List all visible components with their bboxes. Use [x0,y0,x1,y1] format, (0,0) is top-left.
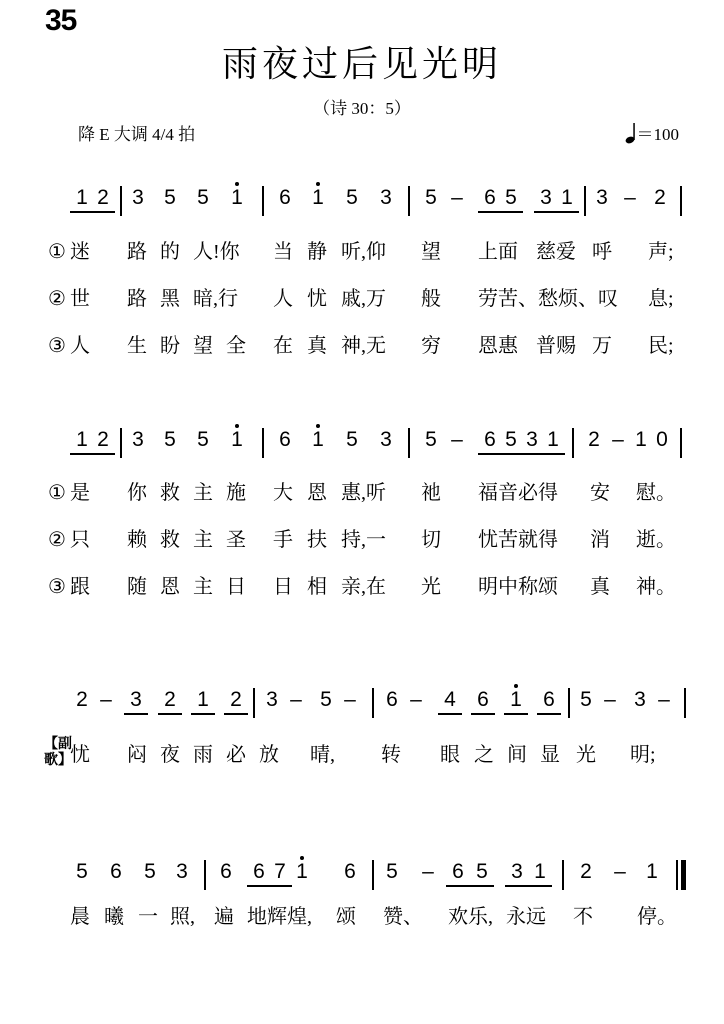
lyric-word: 在 [273,335,293,357]
lyric-word: 放 [259,744,279,766]
lyric-word: 眼 [440,744,460,766]
lyric-line-2-2 [0,525,724,555]
lyric-word: 日 [226,576,246,598]
barline [572,428,574,458]
note: 1 [646,860,658,883]
lyric-word: 人 [70,335,90,357]
final-barline [676,860,686,890]
scripture-reference: （诗 30：5） [313,99,411,118]
barline [408,186,410,216]
dash: – [290,688,302,711]
quarter-note-icon [625,122,637,144]
dash: – [451,428,463,451]
lyric-line-2-1 [0,478,724,508]
lyric-word: 神。 [636,576,676,598]
lyric-word: 忧 [307,288,327,310]
lyric-word: 切 [421,529,441,551]
note: 7 [268,860,292,887]
lyric-word: 明; [630,744,656,766]
note: 1 [306,428,330,452]
dash: – [624,186,636,209]
lyric-word: 相 [307,576,327,598]
lyric-word: 主 [193,529,213,551]
note: 5 [76,860,88,883]
notation-line-4 [0,852,724,892]
lyric-word: 雨 [193,744,213,766]
lyric-word: 大 [273,482,293,504]
lyric-word: 声; [648,241,674,263]
lyric-word: 劳苦、愁烦、叹 [478,288,618,310]
note: 1 [70,186,94,213]
lyric-word: 慈爱 [536,241,576,263]
note: 3 [176,860,188,883]
lyric-word: 是 [70,482,90,504]
page-number: 35 [45,4,77,37]
note: 0 [656,428,668,451]
note: 3 [132,428,144,451]
verse-marker: ③ [48,576,66,598]
lyric-word: 赞、 [383,906,423,928]
barline [262,186,264,216]
lyric-word: 救 [160,482,180,504]
note: 3 [596,186,608,209]
lyric-word: 亲,在 [341,576,386,598]
note: 3 [380,186,392,209]
lyric-word: 间 [507,744,527,766]
lyric-word: 路 [127,241,147,263]
lyric-word: 戚,万 [341,288,386,310]
lyric-word: 上面 [478,241,518,263]
lyric-word: 惠,听 [341,482,386,504]
barline [372,688,374,718]
barline [408,428,410,458]
note: 6 [344,860,356,883]
note: 5 [320,688,332,711]
barline [562,860,564,890]
lyric-word: 光 [421,576,441,598]
lyric-word: 必 [226,744,246,766]
note: 5 [470,860,494,887]
notation-line-3 [0,680,724,720]
barline [262,428,264,458]
note: 5 [580,688,592,711]
note: 3 [380,428,392,451]
lyric-word: 恩惠 [478,335,518,357]
lyric-word: 迷 [70,241,90,263]
note: 5 [144,860,156,883]
lyric-word: 明中称颂 [478,576,558,598]
lyric-word: 遍 [214,906,234,928]
lyric-word: 路 [127,288,147,310]
lyric-word: 般 [421,288,441,310]
lyric-word: 听,仰 [341,241,386,263]
note: 6 [110,860,122,883]
verse-marker: ③ [48,335,66,357]
verse-marker: ② [48,288,66,310]
note: 3 [520,428,544,455]
note: 5 [425,186,437,209]
barline [253,688,255,718]
lyric-word: 静 [307,241,327,263]
lyric-word: 忧 [70,744,90,766]
barline [680,428,682,458]
lyric-word: 人!你 [193,241,240,263]
lyric-word: 日 [273,576,293,598]
note: 1 [555,186,579,213]
note: 6 [471,688,495,715]
lyric-word: 照, [170,906,195,928]
barline [204,860,206,890]
lyric-word: 夜 [160,744,180,766]
key-signature: 降 E 大调 4/4 拍 [78,125,196,144]
lyric-word: 晴, [310,744,335,766]
lyric-word: 消 [590,529,610,551]
dash: – [451,186,463,209]
note: 1 [541,428,565,455]
lyric-word: 当 [273,241,293,263]
dash: – [410,688,422,711]
lyric-word: 地辉煌, [247,906,312,928]
note: 1 [225,186,249,210]
lyric-word: 闷 [127,744,147,766]
note: 5 [197,428,209,451]
lyric-word: 呼 [592,241,612,263]
note: 1 [528,860,552,887]
verse-marker: ② [48,529,66,551]
lyric-word: 神,无 [341,335,386,357]
lyric-word: 你 [127,482,147,504]
lyric-word: 真 [590,576,610,598]
lyric-word: 福音必得 [478,482,558,504]
barline [372,860,374,890]
note: 1 [504,688,528,715]
lyric-word: 手 [273,529,293,551]
lyric-word: 人 [273,288,293,310]
lyric-word: 主 [193,576,213,598]
note: 2 [654,186,666,209]
note: 2 [91,428,115,455]
lyric-line-1-3 [0,331,724,361]
note: 6 [446,860,470,887]
lyric-word: 显 [540,744,560,766]
notation-line-2 [0,420,724,460]
dash: – [604,688,616,711]
dash: – [100,688,112,711]
note: 2 [588,428,600,451]
lyric-word: 民; [648,335,674,357]
note: 1 [635,428,647,451]
note: 6 [220,860,232,883]
lyric-word: 忧苦就得 [478,529,558,551]
dash: – [422,860,434,883]
lyric-word: 一 [138,906,158,928]
lyric-line-2-3 [0,572,724,602]
note: 3 [505,860,529,887]
lyric-word: 穷 [421,335,441,357]
lyric-word: 慰。 [636,482,676,504]
barline [684,688,686,718]
lyric-word: 盼 [160,335,180,357]
note: 6 [386,688,398,711]
lyric-line-1-1 [0,237,724,267]
lyric-word: 施 [226,482,246,504]
barline [120,186,122,216]
lyric-word: 黑 [160,288,180,310]
lyric-word: 暗,行 [193,288,238,310]
note: 5 [164,186,176,209]
note: 6 [279,428,291,451]
lyric-word: 的 [160,241,180,263]
note: 5 [346,428,358,451]
verse-marker: ① [48,482,66,504]
lyric-word: 扶 [307,529,327,551]
lyric-word: 跟 [70,576,90,598]
tempo-value: ＝100 [636,125,679,144]
note: 4 [438,688,462,715]
lyric-word: 颂 [336,906,356,928]
barline [120,428,122,458]
barline [680,186,682,216]
lyric-word: 主 [193,482,213,504]
notation-line-1 [0,178,724,218]
dash: – [344,688,356,711]
lyric-word: 万 [592,335,612,357]
lyric-word: 持,一 [341,529,386,551]
lyric-word: 停。 [637,906,677,928]
lyric-word: 赖 [127,529,147,551]
lyric-word: 救 [160,529,180,551]
song-title: 雨夜过后见光明 [221,43,502,84]
lyric-word: 不 [573,906,593,928]
dash: – [612,428,624,451]
lyric-word: 恩 [160,576,180,598]
note: 6 [247,860,271,887]
note: 2 [158,688,182,715]
note: 5 [164,428,176,451]
lyric-word: 转 [381,744,401,766]
lyric-word: 望 [421,241,441,263]
tempo-marking [625,120,680,145]
note: 6 [478,428,502,455]
dash: – [658,688,670,711]
lyric-word: 曦 [104,906,124,928]
lyric-word: 圣 [226,529,246,551]
lyric-word: 之 [474,744,494,766]
lyric-word: 光 [576,744,596,766]
lyric-word: 永远 [506,906,546,928]
note: 3 [132,186,144,209]
note: 5 [346,186,358,209]
verse-marker: ① [48,241,66,263]
note: 1 [290,860,314,884]
lyric-line-1-2 [0,284,724,314]
note: 2 [224,688,248,715]
lyric-word: 普赐 [536,335,576,357]
lyric-word: 世 [70,288,90,310]
note: 5 [425,428,437,451]
note: 5 [197,186,209,209]
lyric-line-4 [0,902,724,932]
note: 3 [124,688,148,715]
note: 1 [70,428,94,455]
lyric-word: 安 [590,482,610,504]
chorus-label: 【副歌】 [44,735,72,767]
dash: – [614,860,626,883]
note: 6 [279,186,291,209]
note: 5 [386,860,398,883]
lyric-word: 恩 [307,482,327,504]
note: 6 [537,688,561,715]
note: 1 [225,428,249,452]
note: 3 [266,688,278,711]
lyric-line-3 [0,740,724,770]
lyric-word: 生 [127,335,147,357]
note: 1 [306,186,330,210]
note: 6 [478,186,502,213]
note: 3 [634,688,646,711]
note: 3 [534,186,558,213]
lyric-word: 祂 [421,482,441,504]
lyric-word: 欢乐, [448,906,493,928]
lyric-word: 望 [193,335,213,357]
lyric-word: 晨 [70,906,90,928]
lyric-word: 全 [226,335,246,357]
note: 2 [580,860,592,883]
note: 2 [91,186,115,213]
barline [584,186,586,216]
lyric-word: 真 [307,335,327,357]
lyric-word: 随 [127,576,147,598]
lyric-word: 只 [70,529,90,551]
lyric-word: 逝。 [636,529,676,551]
lyric-word: 息; [648,288,674,310]
note: 1 [191,688,215,715]
note: 5 [499,186,523,213]
note: 5 [499,428,523,455]
note: 2 [76,688,88,711]
barline [568,688,570,718]
